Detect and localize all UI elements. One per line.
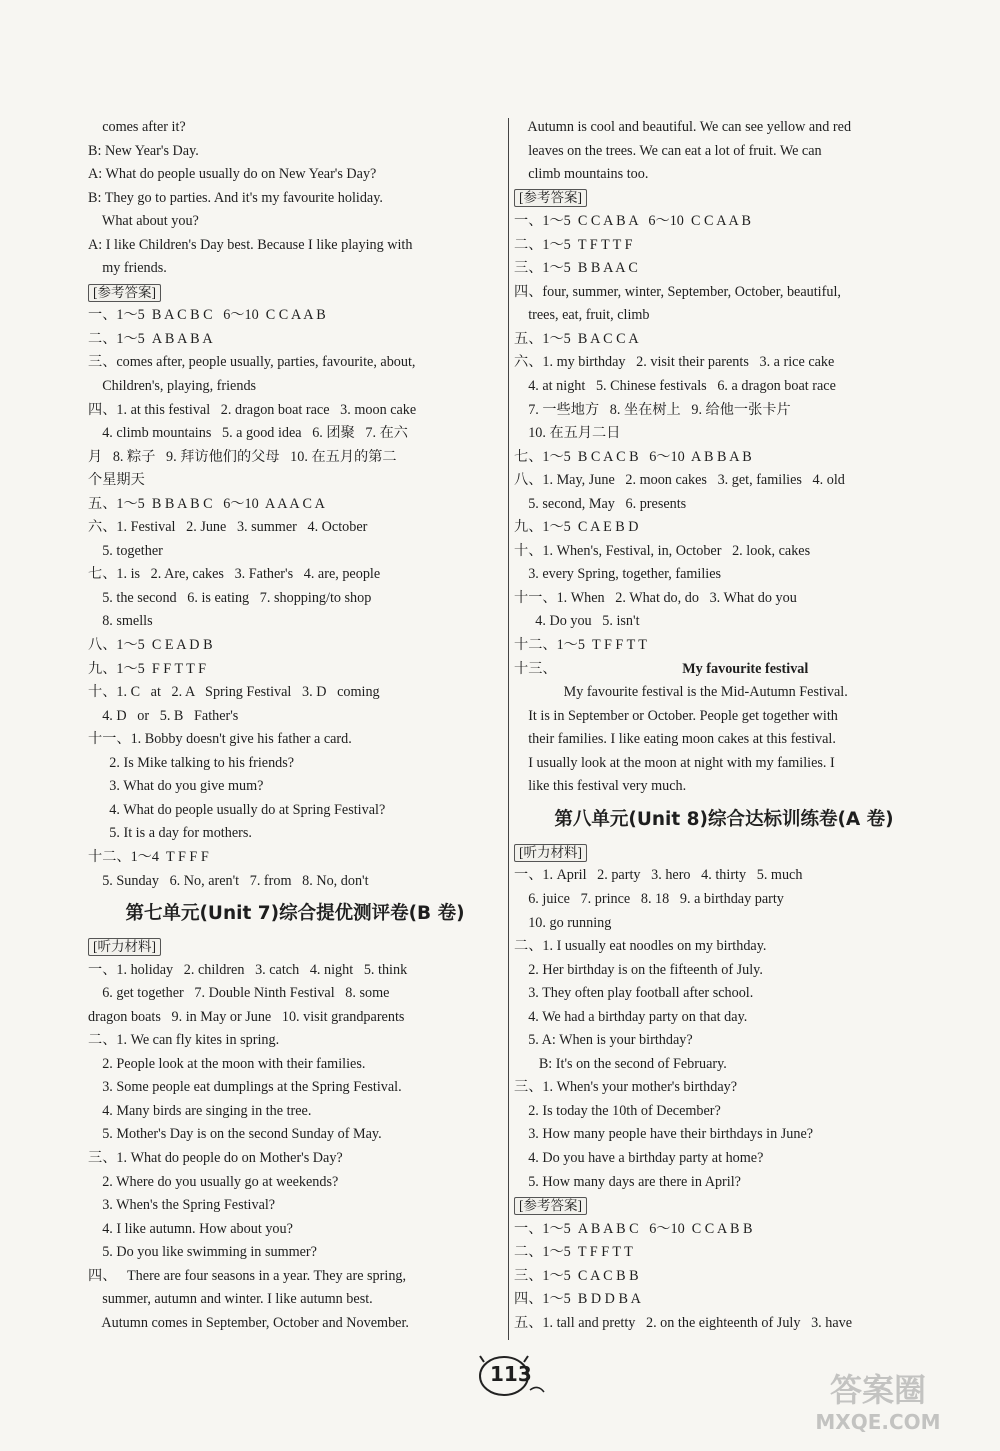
text-line: A: I like Children's Day best. Because I like playing with: [88, 236, 413, 253]
page-number: 113: [490, 1362, 532, 1386]
text-line: 5. Do you like swimming in summer?: [88, 1244, 317, 1261]
text-line: It is in September or October. People get together with: [514, 707, 838, 724]
text-line: 3. How many people have their birthdays in June?: [514, 1126, 814, 1143]
text-line: 二、1～5 T F F T T: [514, 1244, 633, 1261]
text-line: summer, autumn and winter. I like autumn best.: [88, 1291, 373, 1308]
text-line: 4. I like autumn. How about you?: [88, 1220, 293, 1237]
text-line: 10. 在五月二日: [514, 425, 621, 442]
answer-tag-row: [514, 1194, 934, 1218]
text-line: 5. the second 6. is eating 7. shopping/to shop: [88, 589, 372, 606]
section-tag: [听力材料]: [514, 844, 587, 862]
essay-heading-row: [514, 658, 934, 682]
text-line: 一、1～5 C C A B A 6～10 C C A A B: [514, 213, 751, 230]
text-line: 3. What do you give mum?: [88, 778, 264, 795]
text-line: 七、1. is 2. Are, cakes 3. Father's 4. are, people: [88, 566, 381, 583]
text-line: 二、1～5 A B A B A: [88, 330, 213, 347]
text-line: 十一、1. Bobby doesn't give his father a card.: [88, 731, 352, 748]
text-line: like this festival very much.: [514, 778, 687, 795]
text-line: 月 8. 粽子 9. 拜访他们的父母 10. 在五月的第二: [88, 448, 397, 465]
section-tag: [参考答案]: [88, 284, 161, 302]
text-line: 4. Do you have a birthday party at home?: [514, 1149, 764, 1166]
text-line: 6. get together 7. Double Ninth Festival 8. some: [88, 985, 390, 1002]
text-line: 7. 一些地方 8. 坐在树上 9. 给他一张卡片: [514, 401, 791, 418]
answer-tag-row: [88, 281, 502, 305]
page-number-badge: [478, 1352, 548, 1400]
text-line: 三、1. What do people do on Mother's Day?: [88, 1149, 343, 1166]
text-line: 一、1. April 2. party 3. hero 4. thirty 5. much: [514, 867, 803, 884]
text-line: 4. What do people usually do at Spring Festival?: [88, 801, 386, 818]
text-line: 二、1. I usually eat noodles on my birthday.: [514, 938, 767, 955]
text-line: 4. We had a birthday party on that day.: [514, 1008, 748, 1025]
text-line: 九、1～5 F F T T F: [88, 660, 207, 677]
text-line: 十二、1～5 T F F T T: [514, 637, 647, 654]
text-line: 一、1～5 A B A B C 6～10 C C A B B: [514, 1220, 753, 1237]
text-line: 八、1. May, June 2. moon cakes 3. get, families 4. old: [514, 472, 845, 489]
answer-tag-row: [514, 187, 934, 211]
text-line: 5. Mother's Day is on the second Sunday of May.: [88, 1126, 382, 1143]
text-line: comes after it?: [88, 119, 186, 135]
essay-title: My favourite festival: [682, 660, 809, 677]
text-line: 三、1. When's your mother's birthday?: [514, 1079, 738, 1096]
text-line: 5. together: [88, 542, 163, 559]
text-line: 2. Her birthday is on the fifteenth of July.: [514, 961, 763, 978]
text-line: 2. People look at the moon with their families.: [88, 1055, 366, 1072]
text-line: 二、1. We can fly kites in spring.: [88, 1032, 280, 1049]
text-line: 5. It is a day for mothers.: [88, 825, 252, 842]
text-line: 2. Is today the 10th of December?: [514, 1102, 721, 1119]
text-line: 3. Some people eat dumplings at the Spring Festival.: [88, 1079, 402, 1096]
text-line: 3. They often play football after school.: [514, 985, 754, 1002]
text-line: 四、four, summer, winter, September, October, beautiful,: [514, 283, 841, 300]
text-line: A: What do people usually do on New Year's Day?: [88, 166, 377, 183]
text-line: B: New Year's Day.: [88, 142, 199, 159]
text-line: Autumn is cool and beautiful. We can see yellow and red: [514, 119, 852, 135]
text-line: 一、1～5 B A C B C 6～10 C C A A B: [88, 307, 326, 324]
text-line: 10. go running: [514, 914, 612, 931]
text-line: 八、1～5 C E A D B: [88, 637, 213, 654]
text-line: I usually look at the moon at night with my families. I: [514, 754, 835, 771]
right-column: [514, 116, 934, 1335]
text-line: 九、1～5 C A E B D: [514, 519, 639, 536]
text-line: 6. juice 7. prince 8. 18 9. a birthday party: [514, 890, 784, 907]
answer-tag-row: [514, 841, 934, 865]
text-line: 4. D or 5. B Father's: [88, 707, 239, 724]
watermark-logo: [778, 1367, 978, 1437]
text-line: 4. at night 5. Chinese festivals 6. a dragon boat race: [514, 378, 836, 395]
text-line: 2. Where do you usually go at weekends?: [88, 1173, 339, 1190]
text-line: 四、1. at this festival 2. dragon boat race 3. moon cake: [88, 401, 417, 418]
text-line: 五、1. tall and pretty 2. on the eighteenth of July 3. have: [514, 1314, 853, 1331]
text-line: 四、 There are four seasons in a year. They are spring,: [88, 1267, 407, 1284]
text-line: 4. climb mountains 5. a good idea 6. 团聚 7. 在六: [88, 425, 408, 442]
text-line: 四、1～5 B D D B A: [514, 1291, 641, 1308]
section-tag: [参考答案]: [514, 189, 587, 207]
answer-tag-row: [88, 935, 502, 959]
question-number: 十三、: [514, 660, 557, 677]
text-line: 三、1～5 B B A A C: [514, 260, 638, 277]
text-line: 5. Sunday 6. No, aren't 7. from 8. No, don't: [88, 872, 369, 889]
section-tag: [参考答案]: [514, 1197, 587, 1215]
text-line: 十、1. When's, Festival, in, October 2. look, cakes: [514, 542, 811, 559]
text-line: 2. Is Mike talking to his friends?: [88, 754, 295, 771]
section-tag: [听力材料]: [88, 938, 161, 956]
text-line: 三、1～5 C A C B B: [514, 1267, 639, 1284]
text-line: 5. second, May 6. presents: [514, 495, 687, 512]
text-line: 个星期天: [88, 472, 145, 489]
text-line: 3. every Spring, together, families: [514, 566, 722, 583]
left-column: [88, 116, 502, 1335]
text-line: What about you?: [88, 213, 199, 230]
watermark-text-top: 答案圈: [829, 1371, 927, 1409]
text-line: 五、1～5 B A C C A: [514, 330, 639, 347]
text-line: climb mountains too.: [514, 166, 649, 183]
text-line: leaves on the trees. We can eat a lot of fruit. We can: [514, 142, 822, 159]
text-line: 七、1～5 B C A C B 6～10 A B B A B: [514, 448, 752, 465]
text-line: 5. How many days are there in April?: [514, 1173, 741, 1190]
text-line: 十一、1. When 2. What do, do 3. What do you: [514, 589, 797, 606]
text-line: 十、1. C at 2. A Spring Festival 3. D coming: [88, 684, 380, 701]
text-line: 五、1～5 B B A B C 6～10 A A A C A: [88, 495, 325, 512]
text-line: their families. I like eating moon cakes at this festival.: [514, 731, 836, 748]
text-line: Children's, playing, friends: [88, 378, 257, 395]
text-line: 十二、1～4 T F F F: [88, 848, 209, 865]
text-line: 一、1. holiday 2. children 3. catch 4. night 5. think: [88, 961, 408, 978]
text-line: B: They go to parties. And it's my favourite holiday.: [88, 189, 383, 206]
text-line: 5. A: When is your birthday?: [514, 1032, 693, 1049]
text-line: 8. smells: [88, 613, 153, 630]
text-line: Autumn comes in September, October and November.: [88, 1314, 409, 1331]
text-line: dragon boats 9. in May or June 10. visit grandparents: [88, 1008, 405, 1025]
text-line: 3. When's the Spring Festival?: [88, 1197, 276, 1214]
text-line: trees, eat, fruit, climb: [514, 307, 650, 324]
column-divider: [508, 118, 509, 1340]
text-line: 六、1. my birthday 2. visit their parents 3. a rice cake: [514, 354, 835, 371]
section-heading: 第八单元(Unit 8)综合达标训练卷(A 卷): [554, 808, 894, 830]
text-line: 三、comes after, people usually, parties, favourite, about,: [88, 354, 416, 371]
text-line: 六、1. Festival 2. June 3. summer 4. October: [88, 519, 368, 536]
text-line: My favourite festival is the Mid-Autumn Festival.: [514, 684, 848, 701]
text-line: 4. Many birds are singing in the tree.: [88, 1102, 312, 1119]
text-line: B: It's on the second of February.: [514, 1055, 727, 1072]
text-line: my friends.: [88, 260, 167, 277]
text-line: 二、1～5 T F T T F: [514, 236, 633, 253]
text-line: 4. Do you 5. isn't: [514, 613, 640, 630]
section-heading: 第七单元(Unit 7)综合提优测评卷(B 卷): [125, 903, 465, 925]
watermark-text-bottom: MXQE.COM: [815, 1410, 941, 1434]
